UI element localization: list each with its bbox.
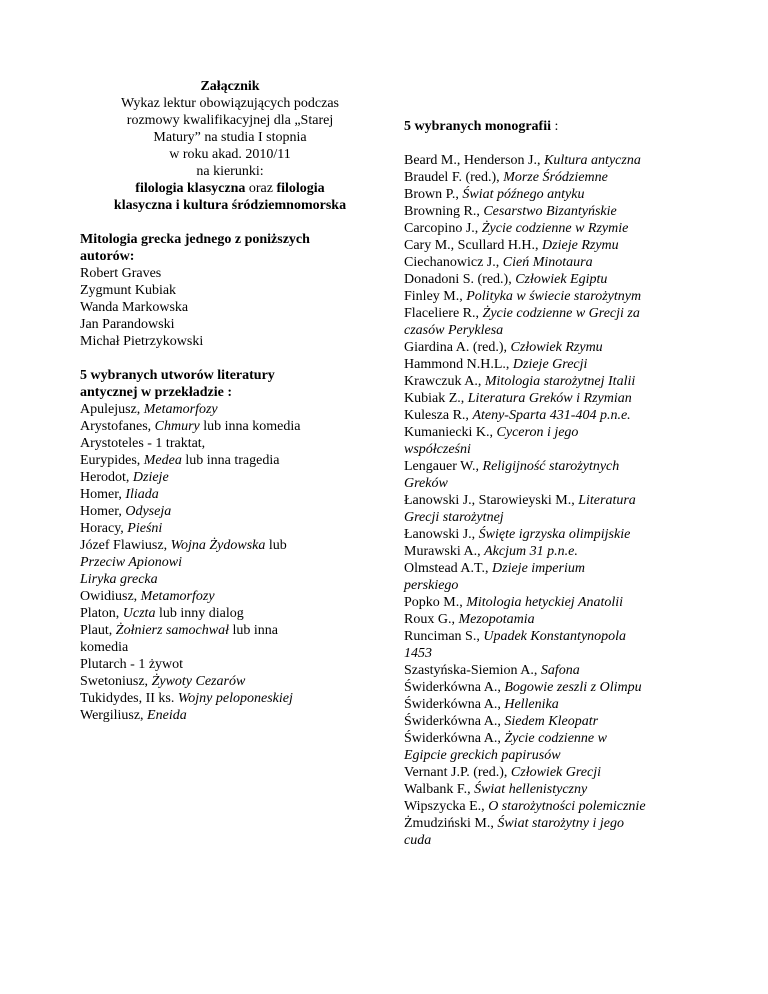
entry-text: Homer,: [80, 504, 126, 519]
list-item: [404, 781, 704, 798]
entry-text: Runciman S.,: [404, 629, 484, 644]
list-item: [404, 730, 704, 747]
work-title: Mezopotamia: [458, 612, 535, 627]
list-item: [404, 203, 704, 220]
work-title: Cesarstwo Bizantyńskie: [483, 204, 617, 219]
work-title: Świat hellenistyczny: [474, 782, 588, 797]
list-item: [404, 679, 704, 696]
work-title: Dzieje Rzymu: [542, 238, 619, 253]
work-title: Hellenika: [504, 697, 559, 712]
entry-text: Apulejusz,: [80, 402, 144, 417]
work-title: Akcjum 31 p.n.e.: [484, 544, 578, 559]
work-title: Polityka w świecie starożytnym: [466, 289, 642, 304]
work-title: Cień Minotaura: [502, 255, 593, 270]
work-title: Metamorfozy: [140, 589, 215, 604]
list-item: [80, 452, 380, 469]
entry-text: Brown P.,: [404, 187, 463, 202]
list-item: [404, 169, 704, 186]
list-item: [404, 322, 704, 339]
list-item: [404, 441, 704, 458]
work-title: Odyseja: [125, 504, 172, 519]
entry-text: Łanowski J., Starowieyski M.,: [404, 493, 579, 508]
list-item: [404, 407, 704, 424]
work-title: Pieśni: [127, 521, 163, 536]
list-item: [80, 571, 380, 588]
work-title: Medea: [143, 453, 182, 468]
field-name: klasyczna i kultura śródziemnomorska: [113, 198, 347, 213]
entry-text: Browning R.,: [404, 204, 484, 219]
list-item: [80, 707, 380, 724]
entry-text: Arystoteles - 1 traktat,: [80, 436, 206, 451]
document-title: Załącznik: [200, 79, 260, 94]
list-item: [404, 220, 704, 237]
work-title: Człowiek Egiptu: [515, 272, 608, 287]
entry-text: Arystofanes,: [80, 419, 155, 434]
entry-text: Kubiak Z.,: [404, 391, 468, 406]
entry-text: Plaut,: [80, 623, 116, 638]
work-title: Bogowie zeszli z Olimpu: [504, 680, 642, 695]
work-title: Dzieje Grecji: [512, 357, 588, 372]
list-item: [404, 560, 704, 577]
entry-text: Homer,: [80, 487, 126, 502]
work-title: czasów Peryklesa: [404, 323, 504, 338]
list-item: Jan Parandowski: [80, 317, 175, 332]
author-list: [80, 265, 380, 350]
entry-text: lub inny dialog: [155, 606, 244, 621]
entry-text: Świderkówna A.,: [404, 714, 505, 729]
list-item: [404, 509, 704, 526]
work-title: Metamorfozy: [143, 402, 218, 417]
list-item: [80, 418, 380, 435]
list-item: [404, 152, 704, 169]
list-item: [404, 526, 704, 543]
monograph-list: [404, 152, 704, 849]
document-header: [80, 78, 380, 214]
entry-text: Tukidydes, II ks.: [80, 691, 178, 706]
list-item: [80, 639, 380, 656]
field-name: filologia: [276, 181, 325, 196]
entry-text: lub inna: [228, 623, 278, 638]
entry-text: Swetoniusz,: [80, 674, 152, 689]
list-item: [404, 305, 704, 322]
list-item: [404, 254, 704, 271]
list-item: [404, 662, 704, 679]
right-column: [404, 118, 704, 849]
work-title: Greków: [404, 476, 448, 491]
work-title: Iliada: [125, 487, 159, 502]
entry-text: Flaceliere R.,: [404, 306, 483, 321]
entry-text: Owidiusz,: [80, 589, 141, 604]
entry-text: Carcopino J.,: [404, 221, 482, 236]
entry-text: Vernant J.P. (red.),: [404, 765, 511, 780]
list-item: [404, 271, 704, 288]
list-item: [80, 605, 380, 622]
connector-text: oraz: [245, 181, 277, 196]
entry-text: Murawski A.,: [404, 544, 485, 559]
list-item: [80, 690, 380, 707]
list-item: [404, 713, 704, 730]
work-title: Literatura Greków i Rzymian: [467, 391, 632, 406]
heading-suffix: :: [551, 119, 559, 134]
literature-section: [80, 367, 380, 724]
work-title: Literatura: [578, 493, 636, 508]
entry-text: Łanowski J.,: [404, 527, 479, 542]
list-item: [404, 373, 704, 390]
list-item: [404, 543, 704, 560]
list-item: [404, 237, 704, 254]
work-title: Wojny peloponeskiej: [177, 691, 293, 706]
entry-text: Józef Flawiusz,: [80, 538, 171, 553]
entry-text: Popko M.,: [404, 595, 467, 610]
literature-list: [80, 401, 380, 724]
header-line: na kierunki:: [196, 164, 264, 179]
field-name: filologia klasyczna: [135, 181, 246, 196]
work-title: Życie codzienne w Rzymie: [481, 221, 629, 236]
work-title: Życie codzienne w Grecji za: [482, 306, 640, 321]
work-title: Uczta: [122, 606, 156, 621]
work-title: Liryka grecka: [80, 572, 158, 587]
work-title: Egipcie greckich papirusów: [404, 748, 561, 763]
entry-text: Wipszycka E.,: [404, 799, 489, 814]
section-heading: Mitologia grecka jednego z poniższych: [80, 232, 310, 247]
entry-text: Giardina A. (red.),: [404, 340, 511, 355]
work-title: 1453: [404, 646, 432, 661]
work-title: Upadek Konstantynopola: [483, 629, 627, 644]
list-item: [80, 673, 380, 690]
list-item: [404, 628, 704, 645]
mythology-section: [80, 231, 380, 350]
entry-text: Donadoni S. (red.),: [404, 272, 516, 287]
work-title: perskiego: [404, 578, 459, 593]
list-item: [80, 588, 380, 605]
entry-text: Kulesza R.,: [404, 408, 473, 423]
entry-text: Horacy,: [80, 521, 128, 536]
list-item: [80, 656, 380, 673]
header-line: Wykaz lektur obowiązujących podczas: [120, 96, 339, 111]
list-item: [404, 696, 704, 713]
work-title: Żołnierz samochwał: [115, 623, 229, 638]
list-item: Michał Pietrzykowski: [80, 334, 204, 349]
work-title: Morze Śródziemne: [503, 170, 608, 185]
entry-text: Świderkówna A.,: [404, 731, 505, 746]
list-item: [80, 537, 380, 554]
list-item: [404, 645, 704, 662]
entry-text: Cary M., Scullard H.H.,: [404, 238, 543, 253]
list-item: Robert Graves: [80, 266, 162, 281]
list-item: [404, 356, 704, 373]
header-line: [80, 180, 380, 197]
entry-text: Herodot,: [80, 470, 133, 485]
list-item: [80, 520, 380, 537]
list-item: [404, 288, 704, 305]
work-title: Święte igrzyska olimpijskie: [478, 527, 631, 542]
entry-text: lub inna tragedia: [181, 453, 280, 468]
entry-text: Olmstead A.T.,: [404, 561, 493, 576]
work-title: Przeciw Apionowi: [80, 555, 183, 570]
list-item: [404, 832, 704, 849]
work-title: Grecji starożytnej: [404, 510, 504, 525]
entry-text: Platon,: [80, 606, 123, 621]
list-item: [80, 486, 380, 503]
work-title: Dzieje imperium: [492, 561, 585, 576]
entry-text: Kumaniecki K.,: [404, 425, 497, 440]
list-item: [80, 401, 380, 418]
section-heading: antycznej w przekładzie :: [80, 385, 233, 400]
list-item: [80, 554, 380, 571]
entry-text: Żmudziński M.,: [404, 816, 498, 831]
list-item: [80, 469, 380, 486]
work-title: Życie codzienne w: [504, 731, 607, 746]
list-item: [80, 622, 380, 639]
header-line: rozmowy kwalifikacyjnej dla „Starej: [126, 113, 334, 128]
list-item: [404, 577, 704, 594]
entry-text: Krawczuk A.,: [404, 374, 485, 389]
entry-text: Szastyńska-Siemion A.,: [404, 663, 541, 678]
section-heading: autorów:: [80, 249, 135, 264]
entry-text: Roux G.,: [404, 612, 459, 627]
list-item: [80, 435, 380, 452]
work-title: O starożytności polemicznie: [488, 799, 646, 814]
work-title: Safona: [540, 663, 580, 678]
work-title: Żywoty Cezarów: [151, 674, 246, 689]
work-title: Siedem Kleopatr: [504, 714, 599, 729]
list-item: [404, 815, 704, 832]
work-title: Mitologia starożytnej Italii: [484, 374, 636, 389]
list-item: [404, 764, 704, 781]
entry-text: Świderkówna A.,: [404, 680, 505, 695]
work-title: Świat starożytny i jego: [497, 816, 624, 831]
entry-text: Braudel F. (red.),: [404, 170, 504, 185]
work-title: Ateny-Sparta 431-404 p.n.e.: [472, 408, 631, 423]
work-title: Eneida: [147, 708, 187, 723]
list-item: [404, 492, 704, 509]
list-item: [404, 339, 704, 356]
entry-text: Plutarch - 1 żywot: [80, 657, 184, 672]
work-title: Religijność starożytnych: [482, 459, 620, 474]
list-item: [404, 798, 704, 815]
entry-text: Hammond N.H.L.,: [404, 357, 513, 372]
work-title: Wojna Żydowska: [170, 538, 266, 553]
entry-text: Beard M., Henderson J.,: [404, 153, 544, 168]
work-title: cuda: [404, 833, 432, 848]
header-line: w roku akad. 2010/11: [169, 147, 291, 162]
list-item: [404, 747, 704, 764]
entry-text: Eurypides,: [80, 453, 144, 468]
list-item: [404, 611, 704, 628]
entry-text: Lengauer W.,: [404, 459, 483, 474]
section-heading: 5 wybranych monografii: [404, 119, 551, 134]
list-item: [404, 424, 704, 441]
left-column: [80, 78, 380, 724]
list-item: [404, 390, 704, 407]
section-heading: 5 wybranych utworów literatury: [80, 368, 275, 383]
entry-text: Finley M.,: [404, 289, 467, 304]
entry-text: lub inna komedia: [199, 419, 301, 434]
header-line: Matury” na studia I stopnia: [153, 130, 307, 145]
entry-text: Walbank F.,: [404, 782, 475, 797]
list-item: Wanda Markowska: [80, 300, 189, 315]
list-item: [80, 503, 380, 520]
entry-text: Ciechanowicz J.,: [404, 255, 503, 270]
work-title: współcześni: [404, 442, 471, 457]
work-title: Świat późnego antyku: [462, 187, 585, 202]
work-title: Człowiek Grecji: [510, 765, 601, 780]
list-item: [404, 594, 704, 611]
entry-text: komedia: [80, 640, 129, 655]
monographs-heading: [404, 118, 704, 135]
list-item: Zygmunt Kubiak: [80, 283, 177, 298]
list-item: [404, 475, 704, 492]
work-title: Dzieje: [132, 470, 169, 485]
list-item: [404, 458, 704, 475]
entry-text: Świderkówna A.,: [404, 697, 505, 712]
work-title: Cyceron i jego: [496, 425, 579, 440]
work-title: Człowiek Rzymu: [510, 340, 603, 355]
entry-text: Wergiliusz,: [80, 708, 148, 723]
entry-text: lub: [265, 538, 287, 553]
work-title: Kultura antyczna: [543, 153, 641, 168]
work-title: Chmury: [154, 419, 200, 434]
spacer: [404, 135, 704, 152]
work-title: Mitologia hetyckiej Anatolii: [466, 595, 624, 610]
list-item: [404, 186, 704, 203]
